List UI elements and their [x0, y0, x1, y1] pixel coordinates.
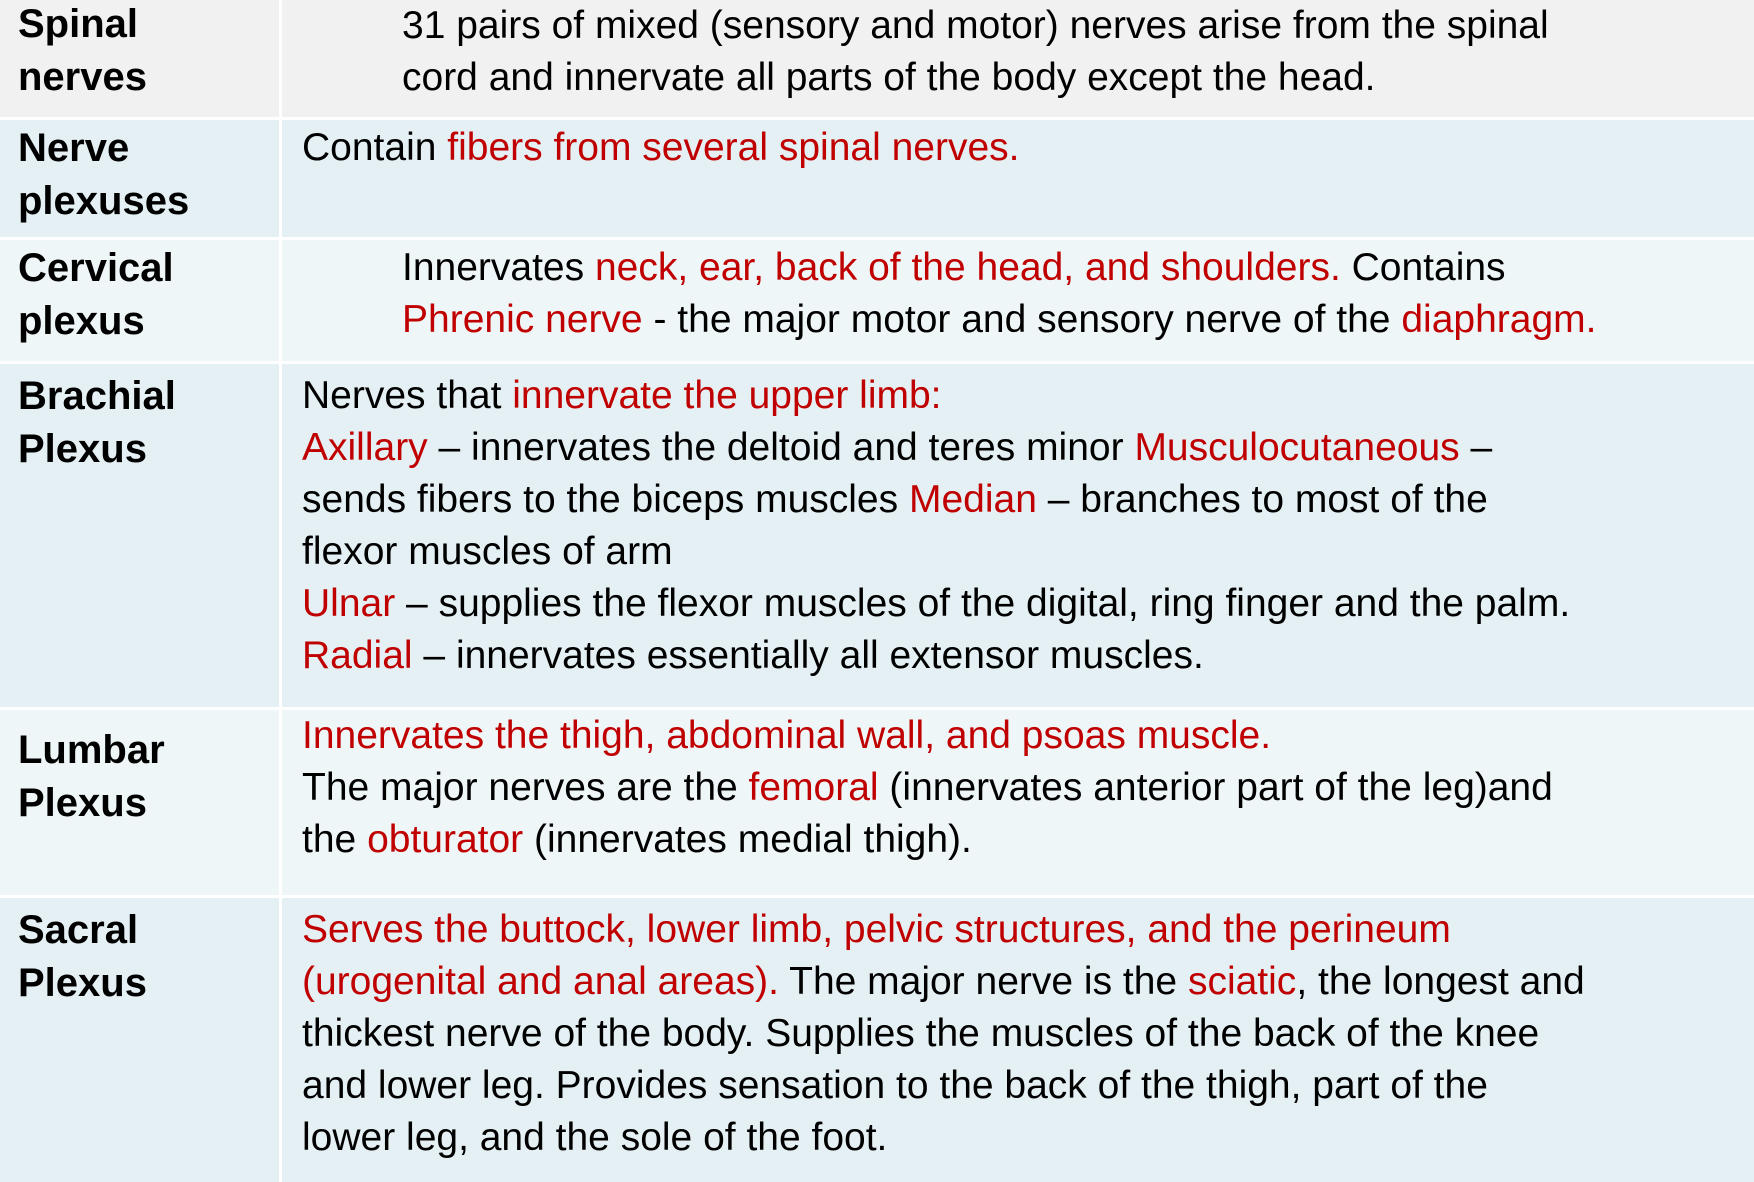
description-text: [302, 904, 1585, 1164]
description-line: [302, 526, 1570, 578]
term-cell: [0, 240, 279, 361]
highlighted-term: sciatic: [1187, 960, 1297, 1003]
description-line: [302, 422, 1570, 474]
highlighted-term: Median: [908, 478, 1037, 521]
term-label: Sacral Plexus: [18, 908, 147, 1005]
highlighted-term: Ulnar: [302, 582, 396, 625]
term-cell: [0, 120, 279, 237]
description-segment: flexor muscles of arm: [302, 530, 673, 573]
term-cell: [0, 898, 279, 1182]
description-text: [402, 0, 1549, 104]
description-segment: The major nerve is the: [778, 960, 1188, 1003]
highlighted-term: obturator: [367, 818, 524, 861]
term-label: Lumbar Plexus: [18, 728, 165, 825]
table-row-brachial-plexus: [0, 364, 1754, 707]
description-line: [302, 630, 1570, 682]
description-segment: the: [302, 818, 368, 861]
description-segment: lower leg, and the sole of the foot.: [302, 1116, 888, 1159]
description-line: [302, 1008, 1585, 1060]
description-line: [302, 1060, 1585, 1112]
description-segment: – innervates essentially all extensor muscles.: [412, 634, 1204, 677]
highlighted-term: Phrenic nerve: [402, 298, 643, 341]
term-label: Nerve plexuses: [18, 126, 190, 223]
description-line: [302, 122, 1020, 174]
description-segment: The major nerves are the: [302, 766, 749, 809]
term-cell: [0, 0, 279, 117]
term-cell: [0, 710, 279, 895]
description-cell: [282, 364, 1754, 707]
highlighted-term: Axillary: [302, 426, 428, 469]
highlighted-term: Musculocutaneous: [1134, 426, 1460, 469]
description-segment: - the major motor and sensory nerve of the: [642, 298, 1402, 341]
highlighted-term: diaphragm.: [1401, 298, 1597, 341]
description-line: [402, 294, 1596, 346]
table-row-sacral-plexus: [0, 898, 1754, 1182]
description-text: [302, 710, 1553, 866]
description-line: [302, 956, 1585, 1008]
description-cell: [282, 710, 1754, 895]
description-cell: [282, 120, 1754, 237]
description-segment: thickest nerve of the body. Supplies the muscles of the back of the knee: [302, 1012, 1540, 1055]
highlighted-term: (urogenital and anal areas).: [302, 960, 779, 1003]
description-line: [302, 710, 1553, 762]
description-segment: sends fibers to the biceps muscles: [302, 478, 909, 521]
table-row-nerve-plexuses: [0, 120, 1754, 237]
description-segment: Contains: [1340, 246, 1506, 289]
description-line: [302, 578, 1570, 630]
description-segment: – supplies the flexor muscles of the digital, ring finger and the palm.: [395, 582, 1571, 625]
term-cell: [0, 364, 279, 707]
highlighted-term: innervate the upper limb:: [512, 374, 942, 417]
description-segment: – innervates the deltoid and teres minor: [427, 426, 1135, 469]
description-cell: [282, 240, 1754, 361]
description-line: [402, 52, 1549, 104]
description-line: [302, 762, 1553, 814]
description-text: [302, 370, 1570, 682]
table-row-cervical-plexus: [0, 240, 1754, 361]
description-line: [302, 370, 1570, 422]
description-line: [302, 474, 1570, 526]
description-line: [302, 814, 1553, 866]
description-segment: Nerves that: [302, 374, 513, 417]
description-line: [402, 0, 1549, 52]
description-line: [302, 1112, 1585, 1164]
description-line: [402, 242, 1596, 294]
description-segment: –: [1459, 426, 1493, 469]
description-segment: – branches to most of the: [1036, 478, 1488, 521]
description-segment: , the longest and: [1296, 960, 1585, 1003]
highlighted-term: Innervates the thigh, abdominal wall, and psoas muscle.: [302, 714, 1272, 757]
term-label: Cervical plexus: [18, 246, 174, 343]
description-segment: Innervates: [402, 246, 595, 289]
table-row-spinal-nerves: [0, 0, 1754, 117]
description-line: [302, 904, 1585, 956]
description-cell: [282, 898, 1754, 1182]
description-cell: [282, 0, 1754, 117]
highlighted-term: Radial: [302, 634, 413, 677]
highlighted-term: femoral: [748, 766, 879, 809]
highlighted-term: neck, ear, back of the head, and shoulders.: [594, 246, 1341, 289]
table-row-lumbar-plexus: [0, 710, 1754, 895]
description-segment: and lower leg. Provides sensation to the back of the thigh, part of the: [302, 1064, 1488, 1107]
term-label: Spinal nerves: [18, 2, 147, 99]
description-text: [302, 122, 1020, 174]
description-segment: cord and innervate all parts of the body except the head.: [402, 56, 1376, 99]
description-text: [402, 242, 1596, 346]
description-segment: (innervates medial thigh).: [523, 818, 972, 861]
highlighted-term: Serves the buttock, lower limb, pelvic structures, and the perineum: [302, 908, 1451, 951]
highlighted-term: fibers from several spinal nerves.: [447, 126, 1020, 169]
description-segment: 31 pairs of mixed (sensory and motor) nerves arise from the spinal: [402, 4, 1549, 47]
description-segment: (innervates anterior part of the leg)and: [878, 766, 1553, 809]
term-label: Brachial Plexus: [18, 374, 176, 471]
description-segment: Contain: [302, 126, 448, 169]
